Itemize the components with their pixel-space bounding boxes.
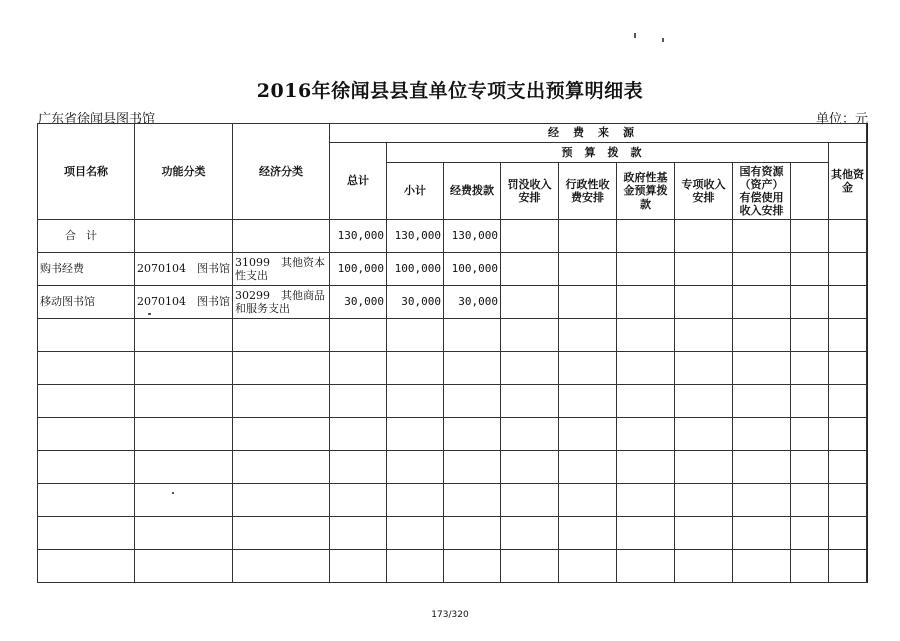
budget-table bbox=[37, 123, 868, 583]
project-name: 购书经费 bbox=[38, 253, 135, 286]
header-admin-fees: 行政性收费安排 bbox=[559, 163, 617, 220]
page-title: 2016年徐闻县县直单位专项支出预算明细表 bbox=[256, 80, 644, 102]
empty-row bbox=[38, 451, 868, 484]
total-row bbox=[38, 220, 868, 253]
total-subtotal: 130,000 bbox=[387, 220, 444, 253]
row-operating: 30,000 bbox=[444, 286, 501, 319]
function-class: 2070104 图书馆 bbox=[135, 253, 233, 286]
table-row bbox=[38, 253, 868, 286]
row-total: 100,000 bbox=[330, 253, 387, 286]
header-budget-allocation: 预算拨款 bbox=[387, 143, 829, 163]
header-project-name: 项目名称 bbox=[38, 124, 135, 220]
header-function-class: 功能分类 bbox=[135, 124, 233, 220]
header-other-funds: 其他资金 bbox=[829, 143, 867, 220]
scan-speck bbox=[662, 38, 664, 42]
header-special-income: 专项收入安排 bbox=[675, 163, 733, 220]
empty-row bbox=[38, 550, 868, 583]
header-gov-fund: 政府性基金预算拨款 bbox=[617, 163, 675, 220]
row-total: 30,000 bbox=[330, 286, 387, 319]
economic-class: 30299 其他商品和服务支出 bbox=[233, 286, 330, 319]
header-state-assets: 国有资源（资产）有偿使用收入安排 bbox=[733, 163, 791, 220]
total-operating: 130,000 bbox=[444, 220, 501, 253]
empty-row bbox=[38, 352, 868, 385]
empty-row bbox=[38, 484, 868, 517]
header-total: 总计 bbox=[330, 143, 387, 220]
row-subtotal: 100,000 bbox=[387, 253, 444, 286]
empty-row bbox=[38, 385, 868, 418]
economic-class: 31099 其他资本性支出 bbox=[233, 253, 330, 286]
table-row bbox=[38, 286, 868, 319]
row-subtotal: 30,000 bbox=[387, 286, 444, 319]
row-operating: 100,000 bbox=[444, 253, 501, 286]
project-name: 移动图书馆 bbox=[38, 286, 135, 319]
empty-row bbox=[38, 418, 868, 451]
header-operating-allocation: 经费拨款 bbox=[444, 163, 501, 220]
organization-name: 广东省徐闻县图书馆 bbox=[38, 112, 156, 127]
header-funding-source: 经费来源 bbox=[330, 124, 867, 143]
total-total: 130,000 bbox=[330, 220, 387, 253]
header-confiscation: 罚没收入安排 bbox=[501, 163, 559, 220]
page-number: 173/320 bbox=[431, 610, 469, 620]
function-class: 2070104 图书馆 bbox=[135, 286, 233, 319]
scan-speck bbox=[172, 492, 174, 494]
scan-speck bbox=[634, 33, 636, 38]
scan-speck bbox=[148, 313, 151, 315]
empty-row bbox=[38, 319, 868, 352]
unit-label: 单位：元 bbox=[815, 112, 868, 127]
header-subtotal: 小计 bbox=[387, 163, 444, 220]
total-label: 合计 bbox=[38, 220, 135, 253]
empty-row bbox=[38, 517, 868, 550]
header-economic-class: 经济分类 bbox=[233, 124, 330, 220]
header-carryover bbox=[867, 143, 868, 220]
